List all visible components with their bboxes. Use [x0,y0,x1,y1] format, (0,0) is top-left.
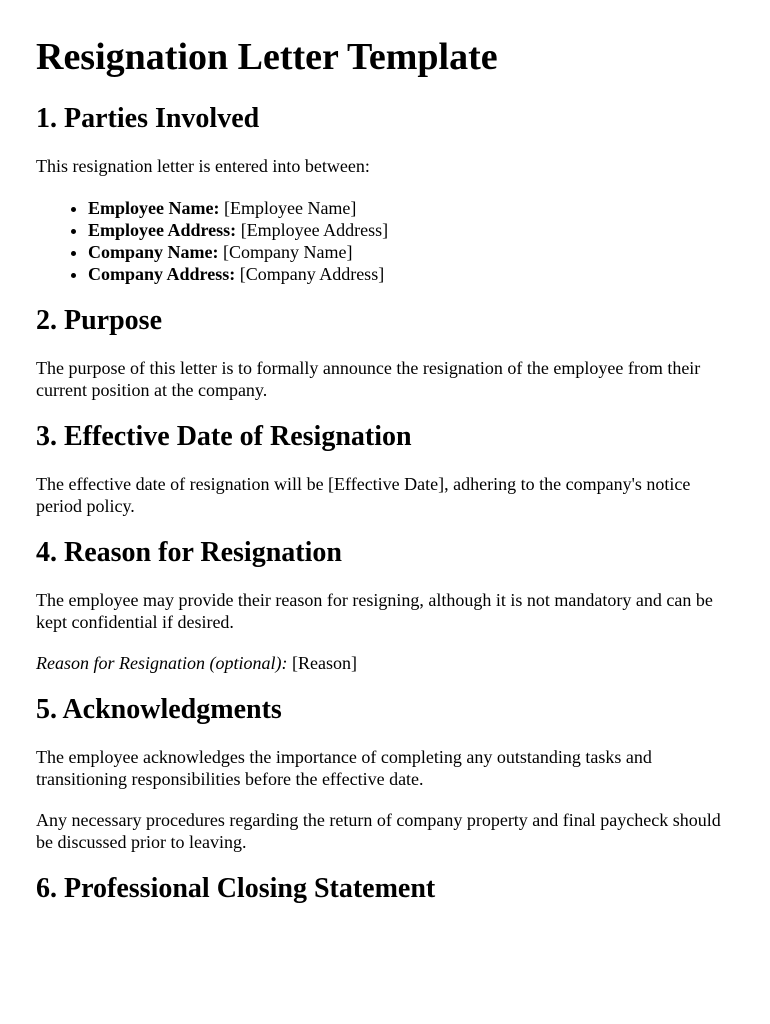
section-heading-closing: 6. Professional Closing Statement [36,873,436,904]
purpose-paragraph: The purpose of this letter is to formally announce the resignation of the employee from their current position at the company. [36,358,701,400]
list-item [88,241,734,263]
document-title: Resignation Letter Template [36,36,498,78]
list-item [88,197,734,219]
party-label: Company Address: [88,264,236,284]
list-item [88,219,734,241]
acknowledgment-paragraph: The employee acknowledges the importance of completing any outstanding tasks and transitioning responsibilities before the effective date. [36,747,652,789]
party-value: [Employee Name] [223,198,357,218]
party-label: Employee Address: [88,220,237,240]
reason-label: Reason for Resignation (optional): [36,653,288,673]
section-heading-reason: 4. Reason for Resignation [36,537,342,568]
reason-field [36,652,734,674]
parties-intro: This resignation letter is entered into between: [36,156,370,176]
section-heading-acknowledgments: 5. Acknowledgments [36,694,282,725]
acknowledgment-paragraph: Any necessary procedures regarding the return of company property and final paycheck should be discussed prior to leaving. [36,810,721,852]
section-heading-parties: 1. Parties Involved [36,103,260,134]
section-heading-effective-date: 3. Effective Date of Resignation [36,421,412,452]
party-value: [Company Address] [239,264,385,284]
reason-value: [Reason] [291,653,357,673]
reason-paragraph: The employee may provide their reason for resigning, although it is not mandatory and can be kept confidential if desired. [36,590,713,632]
effective-date-paragraph: The effective date of resignation will be [Effective Date], adhering to the company's notice period policy. [36,474,691,516]
party-value: [Company Name] [223,242,353,262]
parties-list [36,197,734,285]
section-heading-purpose: 2. Purpose [36,305,162,336]
list-item [88,263,734,285]
party-label: Employee Name: [88,198,220,218]
party-value: [Employee Address] [240,220,389,240]
party-label: Company Name: [88,242,219,262]
